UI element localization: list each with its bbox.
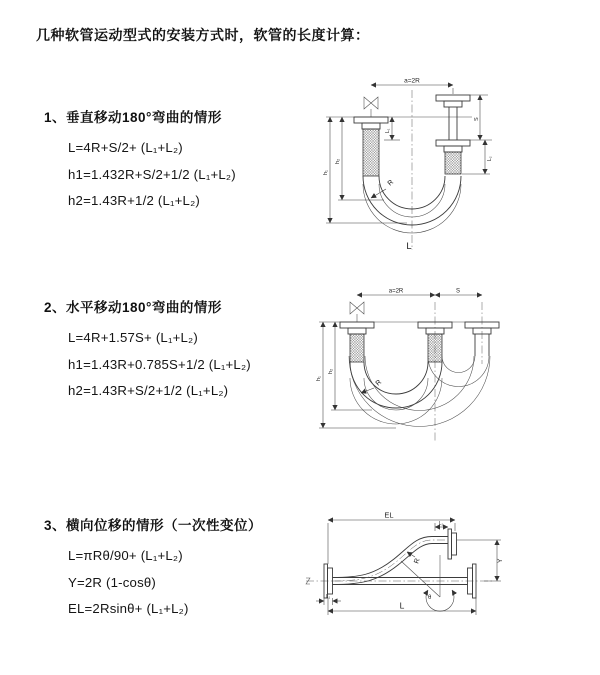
formula-h1: h1=1.432R+S/2+1/2 (L₁+L₂) <box>68 166 236 182</box>
diagram-vertical-bend <box>312 72 560 264</box>
radius-callout <box>407 552 422 565</box>
section-3-heading: 3、横向位移的情形（一次性变位） <box>44 518 263 533</box>
formula-h2: h2=1.43R+1/2 (L₁+L₂) <box>68 193 200 208</box>
section-2-formulas <box>68 325 251 405</box>
section-1-formulas <box>68 135 236 215</box>
section-2-heading: 2、水平移动180°弯曲的情形 <box>44 300 222 315</box>
label-l1: L₁ <box>385 128 391 133</box>
label-r: R <box>374 378 384 388</box>
dimension-el <box>328 511 455 565</box>
label-a2r: a=2R <box>388 288 404 295</box>
dimension-s <box>470 95 492 140</box>
radius-callout <box>371 179 395 198</box>
page-title: 几种软管运动型式的安装方式时，软管的长度计算： <box>36 27 370 43</box>
lateral-displacement-drawing <box>304 507 514 632</box>
label-l-total: L <box>399 600 405 611</box>
label-h1: h₁ <box>316 376 322 381</box>
label-l1-left: L₁ <box>325 594 331 600</box>
left-flange <box>354 117 388 176</box>
dimension-l2 <box>462 140 493 174</box>
label-s: S <box>455 288 461 295</box>
diagram-horizontal-bend <box>312 286 570 448</box>
label-y: Y <box>497 558 504 563</box>
top-flange-displaced-position <box>448 529 457 559</box>
dimension-s <box>435 289 482 296</box>
right-flange-assembly <box>436 95 470 174</box>
formula-h2: h2=1.43R+S/2+1/2 (L₁+L₂) <box>68 383 229 398</box>
left-flange <box>340 322 374 362</box>
dimension-l1-top <box>435 521 448 531</box>
section-1-heading: 1、垂直移动180°弯曲的情形 <box>44 110 222 125</box>
angle-construction <box>401 555 454 611</box>
horizontal-bend-drawing <box>312 286 570 448</box>
dimension-y <box>457 540 504 581</box>
vertical-bend-drawing <box>312 72 560 264</box>
label-h1: h₁ <box>323 170 329 175</box>
label-el: EL <box>384 510 394 520</box>
formula-h1: h1=1.43R+0.785S+1/2 (L₁+L₂) <box>68 356 251 372</box>
dimension-a2r <box>357 289 435 296</box>
valve-icon <box>350 302 364 322</box>
label-l1-top: L₁ <box>438 521 444 527</box>
label-l-total: L <box>406 241 412 252</box>
diagram-lateral-displacement <box>304 507 514 632</box>
section-vertical-movement <box>44 109 236 215</box>
dimension-l1 <box>384 117 400 140</box>
label-a2r: a=2R <box>404 77 420 85</box>
label-r: R <box>413 557 422 565</box>
label-l2: L₂ <box>487 156 493 161</box>
middle-flange <box>418 322 452 362</box>
label-h2: h₂ <box>335 158 341 164</box>
section-lateral-displacement <box>44 517 262 623</box>
centerlines <box>319 302 482 441</box>
formula-length: L=4R+S/2+ (L₁+L₂) <box>68 140 183 155</box>
label-s: S <box>474 117 480 121</box>
label-theta: θ <box>428 595 432 601</box>
section-horizontal-movement <box>44 299 251 405</box>
formula-el: EL=2Rsinθ+ (L₁+L₂) <box>68 601 189 616</box>
label-r: R <box>386 178 396 188</box>
formula-y: Y=2R (1-cosθ) <box>68 574 156 590</box>
dimension-l1-left <box>316 594 341 605</box>
formula-length: L=πRθ/90+ (L₁+L₂) <box>68 548 183 563</box>
valve-icon <box>364 97 378 117</box>
section-3-formulas <box>68 543 262 623</box>
hose-bend-arcs <box>349 356 490 427</box>
formula-length: L=4R+1.57S+ (L₁+L₂) <box>68 330 198 345</box>
label-h2: h₂ <box>328 368 334 374</box>
